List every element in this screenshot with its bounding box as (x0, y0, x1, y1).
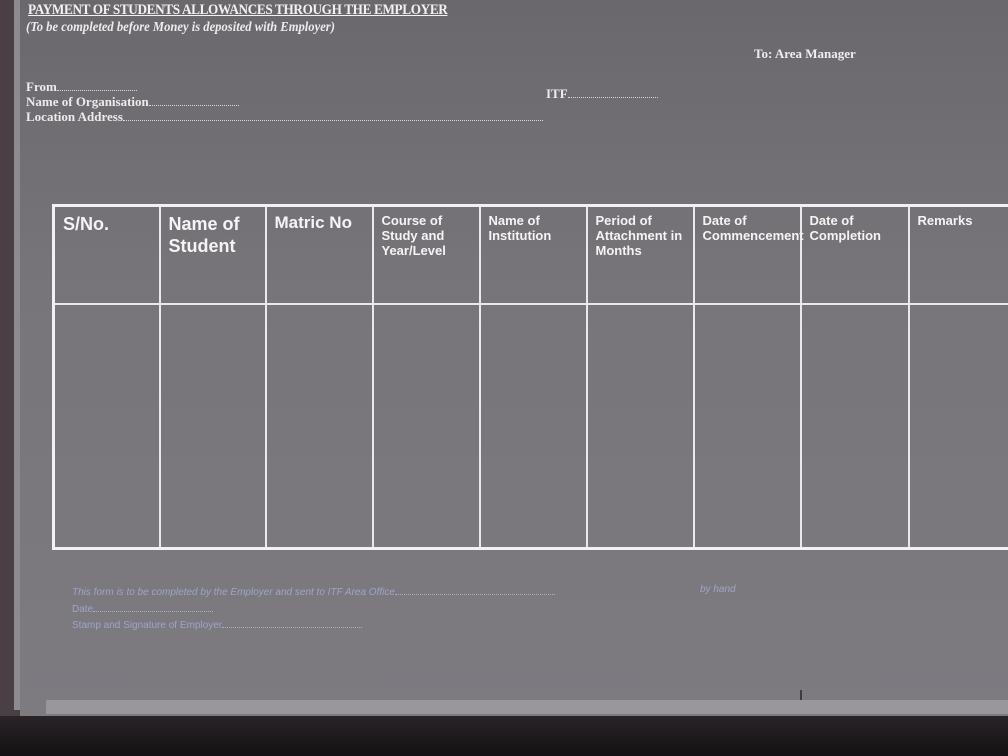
col-sno: S/No. (54, 206, 160, 305)
date-label: Date (72, 604, 94, 615)
cell-period-of-attachment[interactable] (587, 304, 694, 549)
organisation-field (26, 95, 239, 108)
date-line (72, 603, 213, 615)
itf-field (546, 87, 658, 100)
form-title: PAYMENT OF STUDENTS ALLOWANCES THROUGH THE EMPLOYER (28, 2, 448, 18)
cell-date-of-completion[interactable] (801, 304, 909, 549)
stamp-blank[interactable] (222, 619, 362, 628)
itf-blank[interactable] (568, 88, 658, 98)
footer-note-text: This form is to be completed by the Employer and sent to ITF Area Office (72, 587, 395, 598)
from-field (26, 80, 137, 93)
screen-mark (800, 690, 802, 700)
col-period-of-attachment: Period of Attachment in Months (587, 206, 694, 305)
location-blank[interactable] (123, 111, 543, 121)
col-date-of-completion: Date of Completion (801, 206, 909, 305)
date-blank[interactable] (93, 603, 213, 612)
cell-name-of-student[interactable] (160, 304, 266, 549)
cell-date-of-commencement[interactable] (694, 304, 801, 549)
organisation-blank[interactable] (149, 96, 239, 106)
itf-label: ITF (546, 86, 568, 101)
organisation-label: Name of Organisation (26, 94, 149, 109)
stamp-label: Stamp and Signature of Employer (72, 620, 223, 631)
col-name-of-student: Name of Student (160, 206, 266, 305)
col-remarks: Remarks (909, 206, 1008, 305)
students-table (52, 204, 1008, 550)
table-header-row (54, 206, 1008, 305)
paper-bottom-edge (46, 700, 1008, 714)
col-matric-no: Matric No (266, 206, 373, 305)
paper-left-edge (14, 0, 20, 710)
col-course-of-study: Course of Study and Year/Level (373, 206, 480, 305)
cell-sno[interactable] (54, 304, 160, 549)
table-row (54, 304, 1008, 549)
stamp-line (72, 619, 362, 631)
footer-note (72, 586, 555, 598)
area-office-blank[interactable] (395, 586, 555, 595)
from-blank[interactable] (57, 81, 137, 91)
cell-remarks[interactable] (909, 304, 1008, 549)
recipient-line: To: Area Manager (754, 46, 856, 61)
cell-course-of-study[interactable] (373, 304, 480, 549)
monitor-screen (20, 0, 1008, 718)
col-date-of-commencement: Date of Commencement (694, 206, 801, 305)
students-table-wrap (52, 204, 1008, 550)
form-subtitle: (To be completed before Money is deposited with Employer) (26, 20, 335, 35)
monitor-bezel (0, 716, 1008, 756)
by-hand-line (700, 584, 736, 595)
cell-matric-no[interactable] (266, 304, 373, 549)
by-hand-text: by hand (700, 584, 736, 595)
col-name-of-institution: Name of Institution (480, 206, 587, 305)
location-field (26, 110, 543, 123)
cell-name-of-institution[interactable] (480, 304, 587, 549)
location-label: Location Address (26, 109, 123, 124)
from-label: From (26, 79, 57, 94)
